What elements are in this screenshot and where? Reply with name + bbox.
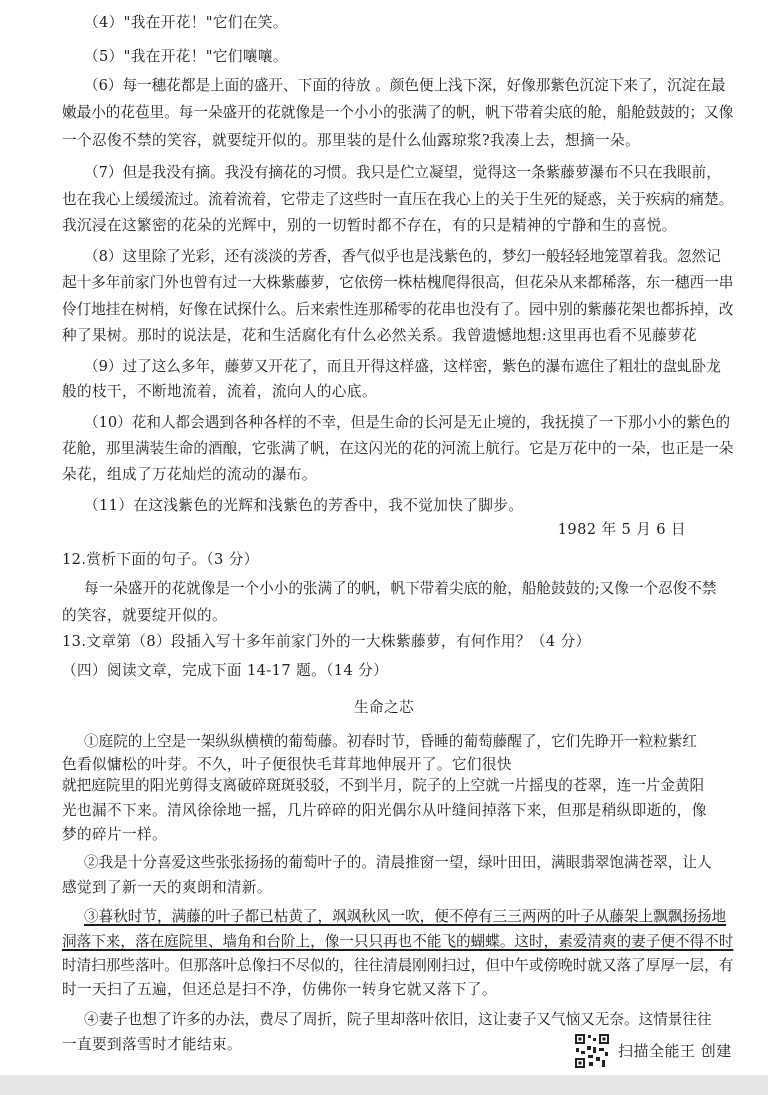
para-line: （6）每一穗花都是上面的盛开、下面的待放 。颜色便上浅下深，好像那紫色沉淀下来了，沉淀在最 [84,77,726,94]
para-line: 伶仃地挂在树梢，好像在试探什么。后来索性连那稀零的花串也没有了。园中别的紫藤花架也都拆掉，改 [62,301,734,318]
para-line: 一个忍俊不禁的笑容，就要绽开似的。那里装的是什么仙露琼浆?我凑上去，想摘一朵。 [62,132,640,149]
para-line: 也在我心上缓缓流过。流着流着，它带走了这些时一直压在我心上的关于生死的疑惑，关于疾病的痛楚。 [62,191,734,208]
para-line: 嫩最小的花苞里。每一朵盛开的花就像是一个小小的张满了的帆，帆下带着尖底的舱，船舱鼓鼓的；又像 [62,104,734,121]
scanner-watermark: 扫描全能王 创建 [618,1042,732,1060]
question-13: 13.文章第（8）段插入写十多年前家门外的一大株紫藤萝，有何作用？（4 分） [62,633,591,650]
bottom-bar [0,1075,768,1095]
para-line: 种了果树。那时的说法是，花和生活腐化有什么必然关系。我曾遗憾地想:这里再也看不见藤萝花 [62,327,698,344]
para-line: 就把庭院里的阳光剪得支离破碎斑斑驳驳，不到半月，院子的上空就一片摇曳的苍翠，连一片金黄阳 [62,777,705,794]
underlined-line: 洞落下来，落在庭院里、墙角和台阶上，像一只只再也不能飞的蝴蝶。这时，素爱清爽的妻子便不得不时 [62,933,734,950]
quoted-sentence: 的笑容，就要绽开似的。 [62,607,227,624]
article-title: 生命之芯 [354,699,414,716]
section-heading: （四）阅读文章，完成下面 14-17 题。（14 分） [62,662,389,679]
para-line: 时清扫那些落叶。但那落叶总像扫不尽似的，往往清晨刚刚扫过，但中午或傍晚时就又落了厚厚一层，有 [62,957,734,974]
para-line: 我沉浸在这繁密的花朵的光辉中，别的一切暂时都不存在，有的只是精神的宁静和生的喜悦。 [62,217,677,234]
para-line: ②我是十分喜爱这些张张扬扬的葡萄叶子的。清晨推窗一望，绿叶田田，满眼翡翠饱满苍翠，让人 [84,854,712,871]
para-line: 感觉到了新一天的爽朗和清新。 [62,879,272,896]
para-line: 朵花，组成了万花灿烂的流动的瀑布。 [62,466,317,483]
para-line: ①庭院的上空是一架纵纵横横的葡萄藤。初春时节，昏睡的葡萄藤醒了，它们先睁开一粒粒紫红 [84,733,697,750]
quoted-sentence: 每一朵盛开的花就像是一个小小的张满了的帆，帆下带着尖底的舱，船舱鼓鼓的;又像一个忍俊不禁 [84,580,717,597]
para-line: （11）在这浅紫色的光辉和浅紫色的芳香中，我不觉加快了脚步。 [84,497,524,514]
para-line: 色看似慵松的叶芽。不久，叶子便很快毛茸茸地伸展开了。它们很快 [62,756,512,773]
para-line: 一直要到落雪时才能结束。 [62,1036,242,1053]
para-line: 梦的碎片一样。 [62,826,167,843]
underlined-line: ③暮秋时节，满藤的叶子都已枯黄了，飒飒秋风一吹，便不停有三三两两的叶子从藤架上飘飘扬扬地 [84,908,727,925]
para-line: 光也漏不下来。清风徐徐地一摇，几片碎碎的阳光偶尔从叶缝间掉落下来，但那是稍纵即逝的，像 [62,802,707,819]
para-line: （5）"我在开花！"它们嚷嚷。 [84,48,288,65]
para-line: （8）这里除了光彩，还有淡淡的芳香，香气似乎也是浅紫色的，梦幻一般轻轻地笼罩着我。忽然记 [84,248,721,265]
date-line: 1982 年 5 月 6 日 [557,521,686,538]
question-12: 12.赏析下面的句子。（3 分） [62,551,259,568]
para-line: 花舱，那里满装生命的酒酿，它张满了帆，在这闪光的花的河流上航行。它是万花中的一朵，也正是一朵 [62,440,734,457]
para-line: （7）但是我没有摘。我没有摘花的习惯。我只是伫立凝望，觉得这一条紫藤萝瀑布不只在我眼前， [84,164,721,181]
para-line: 起十多年前家门外也曾有过一大株紫藤萝，它依傍一株枯槐爬得很高，但花朵从来都稀落，东一穗西一串 [62,274,734,291]
para-line: 般的枝干，不断地流着，流着，流向人的心底。 [62,383,377,400]
para-line: ④妻子也想了许多的办法，费尽了周折，院子里却落叶依旧，这让妻子又气恼又无奈。这情景往往 [84,1011,712,1028]
para-line: （4）"我在开花！"它们在笑。 [84,14,288,31]
para-line: （10）花和人都会遇到各种各样的不幸，但是生命的长河是无止境的，我抚摸了一下那小小的紫色的 [84,414,731,431]
qr-code-icon [574,1033,610,1069]
para-line: 时一天扫了五遍，但还总是扫不净，仿佛你一转身它就又落下了。 [62,981,497,998]
para-line: （9）过了这么多年，藤萝又开花了，而且开得这样盛，这样密，紫色的瀑布遮住了粗壮的盘虬卧龙 [84,358,721,375]
